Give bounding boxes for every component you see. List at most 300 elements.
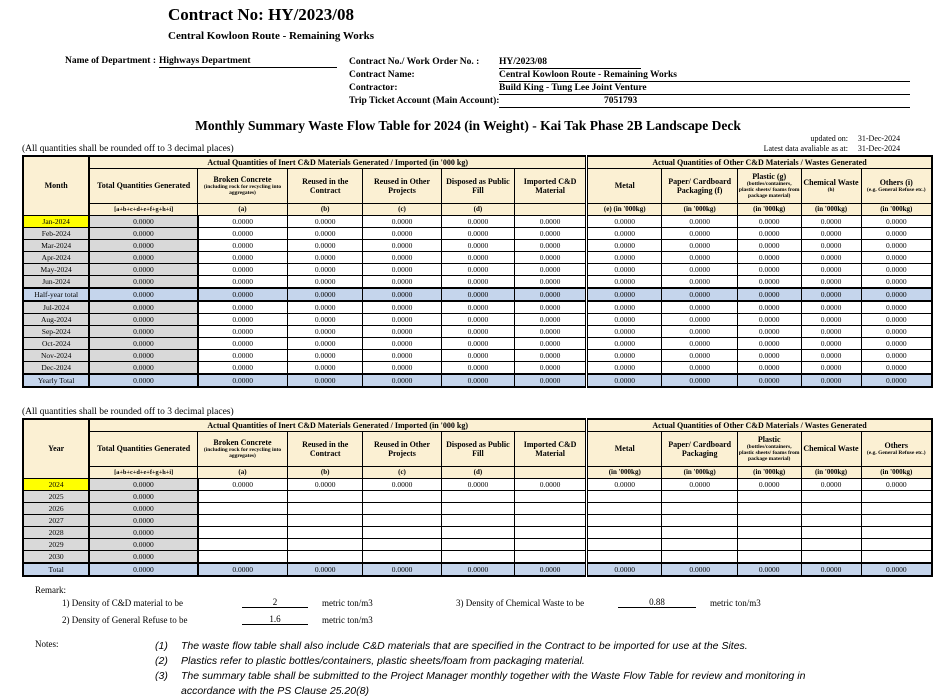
data-cell: 0.0000 xyxy=(287,227,362,239)
data-cell xyxy=(801,502,861,514)
year-row xyxy=(23,526,932,538)
remark-item2-text: 2) Density of General Refuse to be xyxy=(62,614,188,625)
inert-group-header: Actual Quantities of Inert C&D Materials Generated / Imported (in '000 kg) xyxy=(89,419,586,432)
data-cell: 0.0000 xyxy=(89,325,197,337)
column-header: Reused in Other Projects xyxy=(363,168,441,203)
data-cell: 0.0000 xyxy=(737,313,801,325)
row-label: 2030 xyxy=(23,550,89,563)
data-cell: 0.0000 xyxy=(363,275,441,288)
data-cell: 0.0000 xyxy=(662,263,737,275)
data-cell: 0.0000 xyxy=(737,349,801,361)
data-cell: 0.0000 xyxy=(89,263,197,275)
row-label: Dec-2024 xyxy=(23,361,89,374)
data-cell: 0.0000 xyxy=(287,325,362,337)
data-cell: 0.0000 xyxy=(363,288,441,301)
yearly-waste-flow-table xyxy=(22,418,933,577)
data-cell xyxy=(801,550,861,563)
notes-label: Notes: xyxy=(35,638,59,649)
pre-table-line-1 xyxy=(22,144,910,154)
data-cell: 0.0000 xyxy=(363,325,441,337)
data-cell: 0.0000 xyxy=(441,374,515,387)
data-cell: 0.0000 xyxy=(441,251,515,263)
data-cell xyxy=(861,538,932,550)
column-subheader: (in '000kg) xyxy=(801,203,861,215)
note-text: Plastics refer to plastic bottles/containers, plastic sheets/foam from packaging material. xyxy=(181,654,585,667)
data-cell: 0.0000 xyxy=(801,301,861,314)
column-subheader: (b) xyxy=(287,203,362,215)
data-cell: 0.0000 xyxy=(801,337,861,349)
data-cell xyxy=(662,514,737,526)
column-subheader: [a+b+c+d+e+f+g+h+i] xyxy=(89,466,197,478)
data-cell: 0.0000 xyxy=(801,251,861,263)
column-subheader: (in '000kg) xyxy=(861,466,932,478)
department-label: Name of Department : xyxy=(65,55,157,66)
data-cell xyxy=(587,502,662,514)
month-row xyxy=(23,313,932,325)
month-row xyxy=(23,301,932,314)
data-cell: 0.0000 xyxy=(861,215,932,227)
column-header: Broken Concrete (including rock for recycling into aggregates) xyxy=(198,168,288,203)
column-header: Imported C&D Material xyxy=(515,431,587,466)
row-label: 2026 xyxy=(23,502,89,514)
column-subheader: (e) (in '000kg) xyxy=(587,203,662,215)
data-cell: 0.0000 xyxy=(198,263,288,275)
data-cell: 0.0000 xyxy=(861,313,932,325)
contractor-value: Build King - Tung Lee Joint Venture xyxy=(499,82,910,95)
data-cell: 0.0000 xyxy=(89,239,197,251)
pre-table-line-2 xyxy=(22,407,910,417)
data-cell: 0.0000 xyxy=(515,374,587,387)
data-cell: 0.0000 xyxy=(89,563,197,576)
data-cell: 0.0000 xyxy=(287,239,362,251)
data-cell: 0.0000 xyxy=(801,478,861,490)
column-subheader: (d) xyxy=(441,203,515,215)
data-cell xyxy=(441,550,515,563)
data-cell: 0.0000 xyxy=(587,361,662,374)
data-cell: 0.0000 xyxy=(89,502,197,514)
contract-name-value: Central Kowloon Route - Remaining Works xyxy=(499,69,910,82)
remark-item3-unit: metric ton/m3 xyxy=(710,597,761,608)
data-cell: 0.0000 xyxy=(587,313,662,325)
data-cell xyxy=(441,514,515,526)
data-cell xyxy=(198,526,288,538)
data-cell: 0.0000 xyxy=(801,263,861,275)
data-cell: 0.0000 xyxy=(662,275,737,288)
remark-item2-unit: metric ton/m3 xyxy=(322,614,373,625)
data-cell: 0.0000 xyxy=(363,361,441,374)
data-cell: 0.0000 xyxy=(801,563,861,576)
data-cell xyxy=(441,526,515,538)
data-cell: 0.0000 xyxy=(441,313,515,325)
data-cell: 0.0000 xyxy=(198,374,288,387)
data-cell: 0.0000 xyxy=(587,478,662,490)
column-subheader xyxy=(515,466,587,478)
data-cell: 0.0000 xyxy=(515,275,587,288)
data-cell: 0.0000 xyxy=(441,301,515,314)
data-cell: 0.0000 xyxy=(89,275,197,288)
remark-label: Remark: xyxy=(35,584,66,595)
data-cell: 0.0000 xyxy=(737,374,801,387)
data-cell: 0.0000 xyxy=(861,227,932,239)
data-cell: 0.0000 xyxy=(89,374,197,387)
data-cell xyxy=(515,550,587,563)
data-cell: 0.0000 xyxy=(861,563,932,576)
column-header: Total Quantities Generated xyxy=(89,168,197,203)
column-subheader: (c) xyxy=(363,203,441,215)
year-row xyxy=(23,478,932,490)
column-header: Imported C&D Material xyxy=(515,168,587,203)
data-cell xyxy=(662,538,737,550)
row-label: Total xyxy=(23,563,89,576)
corner-header: Month xyxy=(23,156,89,216)
data-cell: 0.0000 xyxy=(198,349,288,361)
data-cell: 0.0000 xyxy=(662,478,737,490)
month-row xyxy=(23,239,932,251)
data-cell: 0.0000 xyxy=(515,313,587,325)
column-header: Reused in Other Projects xyxy=(363,431,441,466)
year-row xyxy=(23,502,932,514)
updated-on-label: updated on: xyxy=(810,133,848,143)
month-row xyxy=(23,374,932,387)
column-header: Plastic (g) (bottles/containers, plastic sheets/ foams from package material) xyxy=(737,168,801,203)
data-cell xyxy=(363,502,441,514)
data-cell: 0.0000 xyxy=(198,337,288,349)
data-cell: 0.0000 xyxy=(737,251,801,263)
column-header: Reused in the Contract xyxy=(287,168,362,203)
data-cell: 0.0000 xyxy=(441,563,515,576)
month-row xyxy=(23,251,932,263)
contract-detail-rows xyxy=(349,56,910,108)
data-cell: 0.0000 xyxy=(89,313,197,325)
data-cell: 0.0000 xyxy=(287,478,362,490)
data-cell xyxy=(861,526,932,538)
data-cell: 0.0000 xyxy=(737,325,801,337)
data-cell: 0.0000 xyxy=(198,288,288,301)
data-cell: 0.0000 xyxy=(287,361,362,374)
contract-no-row xyxy=(349,56,910,69)
data-cell: 0.0000 xyxy=(801,313,861,325)
data-cell: 0.0000 xyxy=(587,263,662,275)
data-cell: 0.0000 xyxy=(287,288,362,301)
data-cell xyxy=(515,490,587,502)
department-row xyxy=(65,56,337,108)
data-cell xyxy=(441,490,515,502)
data-cell: 0.0000 xyxy=(515,263,587,275)
data-cell: 0.0000 xyxy=(89,538,197,550)
data-cell: 0.0000 xyxy=(363,374,441,387)
data-cell: 0.0000 xyxy=(801,275,861,288)
column-header: Metal xyxy=(587,168,662,203)
data-cell xyxy=(363,538,441,550)
data-cell: 0.0000 xyxy=(89,361,197,374)
notes-items xyxy=(155,639,815,700)
column-header: Broken Concrete (including rock for recycling into aggregates) xyxy=(198,431,288,466)
data-cell: 0.0000 xyxy=(441,288,515,301)
data-cell: 0.0000 xyxy=(89,349,197,361)
data-cell: 0.0000 xyxy=(662,301,737,314)
data-cell xyxy=(801,514,861,526)
data-cell: 0.0000 xyxy=(801,349,861,361)
row-label: May-2024 xyxy=(23,263,89,275)
data-cell: 0.0000 xyxy=(198,251,288,263)
data-cell: 0.0000 xyxy=(515,563,587,576)
month-row xyxy=(23,288,932,301)
data-cell: 0.0000 xyxy=(861,301,932,314)
month-row xyxy=(23,337,932,349)
data-cell: 0.0000 xyxy=(861,239,932,251)
data-cell: 0.0000 xyxy=(587,301,662,314)
column-header: Reused in the Contract xyxy=(287,431,362,466)
other-group-header: Actual Quantities of Other C&D Materials / Wastes Generated xyxy=(587,156,932,169)
data-cell xyxy=(662,526,737,538)
data-cell: 0.0000 xyxy=(287,563,362,576)
data-cell xyxy=(287,550,362,563)
data-cell: 0.0000 xyxy=(861,275,932,288)
data-cell xyxy=(737,526,801,538)
data-cell xyxy=(515,502,587,514)
data-cell: 0.0000 xyxy=(89,215,197,227)
notes-block xyxy=(35,639,910,700)
data-cell: 0.0000 xyxy=(737,275,801,288)
data-cell: 0.0000 xyxy=(587,227,662,239)
data-cell xyxy=(861,490,932,502)
data-cell xyxy=(587,490,662,502)
data-cell: 0.0000 xyxy=(515,239,587,251)
year-row xyxy=(23,490,932,502)
data-cell xyxy=(287,514,362,526)
data-cell: 0.0000 xyxy=(198,325,288,337)
data-cell xyxy=(363,550,441,563)
data-cell: 0.0000 xyxy=(89,478,197,490)
data-cell xyxy=(861,550,932,563)
data-cell: 0.0000 xyxy=(287,301,362,314)
rounding-note-2: (All quantities shall be rounded off to 3 decimal places) xyxy=(22,406,234,417)
contract-subtitle: Central Kowloon Route - Remaining Works xyxy=(168,29,375,42)
month-row xyxy=(23,325,932,337)
data-cell: 0.0000 xyxy=(441,275,515,288)
row-label: Yearly Total xyxy=(23,374,89,387)
data-cell: 0.0000 xyxy=(287,251,362,263)
data-cell: 0.0000 xyxy=(737,288,801,301)
data-cell: 0.0000 xyxy=(861,263,932,275)
data-cell: 0.0000 xyxy=(515,349,587,361)
data-cell: 0.0000 xyxy=(587,275,662,288)
row-label: Sep-2024 xyxy=(23,325,89,337)
data-cell: 0.0000 xyxy=(515,361,587,374)
data-cell xyxy=(287,502,362,514)
document-header xyxy=(168,6,936,42)
data-cell xyxy=(587,538,662,550)
column-header: Metal xyxy=(587,431,662,466)
column-header-desc: (e.g. General Refuse etc.) xyxy=(866,187,926,194)
monthly-waste-flow-table xyxy=(22,155,933,388)
remark-item1-unit: metric ton/m3 xyxy=(322,597,373,608)
department-value: Highways Department xyxy=(159,56,337,68)
column-subheader xyxy=(515,203,587,215)
data-cell: 0.0000 xyxy=(801,361,861,374)
updated-on-line xyxy=(0,134,910,143)
data-cell: 0.0000 xyxy=(801,288,861,301)
data-cell: 0.0000 xyxy=(587,374,662,387)
data-cell: 0.0000 xyxy=(515,215,587,227)
data-cell: 0.0000 xyxy=(89,251,197,263)
data-cell xyxy=(441,502,515,514)
remark-item3-value: 0.88 xyxy=(618,597,696,608)
data-cell: 0.0000 xyxy=(441,263,515,275)
data-cell xyxy=(363,526,441,538)
data-cell: 0.0000 xyxy=(587,563,662,576)
remark-grid xyxy=(62,597,936,625)
column-subheader: (a) xyxy=(198,203,288,215)
data-cell xyxy=(737,514,801,526)
data-cell: 0.0000 xyxy=(363,563,441,576)
data-cell: 0.0000 xyxy=(287,374,362,387)
corner-header: Year xyxy=(23,419,89,479)
data-cell xyxy=(662,550,737,563)
data-cell: 0.0000 xyxy=(662,251,737,263)
note-item xyxy=(155,654,815,669)
data-cell: 0.0000 xyxy=(861,251,932,263)
contractor-label: Contractor: xyxy=(349,82,398,93)
data-cell: 0.0000 xyxy=(737,337,801,349)
data-cell xyxy=(801,526,861,538)
data-cell: 0.0000 xyxy=(198,301,288,314)
data-cell xyxy=(801,490,861,502)
data-cell: 0.0000 xyxy=(89,301,197,314)
data-cell xyxy=(587,550,662,563)
column-header-desc: (bottles/containers, plastic sheets/ foams from package material) xyxy=(738,444,800,463)
month-row xyxy=(23,263,932,275)
data-cell: 0.0000 xyxy=(515,325,587,337)
column-header-desc: (including rock for recycling into aggregates) xyxy=(203,447,282,460)
data-cell xyxy=(287,538,362,550)
data-cell: 0.0000 xyxy=(287,313,362,325)
data-cell: 0.0000 xyxy=(515,227,587,239)
data-cell: 0.0000 xyxy=(441,215,515,227)
data-cell: 0.0000 xyxy=(441,239,515,251)
column-subheader: (in '000kg) xyxy=(737,466,801,478)
column-subheader: (in '000kg) xyxy=(587,466,662,478)
data-cell: 0.0000 xyxy=(89,227,197,239)
data-cell xyxy=(662,502,737,514)
column-header: Paper/ Cardboard Packaging (f) xyxy=(662,168,737,203)
data-cell xyxy=(515,538,587,550)
data-cell: 0.0000 xyxy=(662,325,737,337)
year-row xyxy=(23,514,932,526)
data-cell xyxy=(363,490,441,502)
data-cell xyxy=(198,550,288,563)
column-header: Chemical Waste xyxy=(801,431,861,466)
data-cell xyxy=(515,526,587,538)
column-header: Others (i) (e.g. General Refuse etc.) xyxy=(861,168,932,203)
data-cell xyxy=(861,514,932,526)
note-number: (1) xyxy=(155,639,168,652)
data-cell: 0.0000 xyxy=(662,349,737,361)
data-cell: 0.0000 xyxy=(861,288,932,301)
data-cell: 0.0000 xyxy=(737,361,801,374)
data-cell: 0.0000 xyxy=(198,239,288,251)
month-row xyxy=(23,349,932,361)
data-cell: 0.0000 xyxy=(363,301,441,314)
year-row xyxy=(23,550,932,563)
column-header: Others (e.g. General Refuse etc.) xyxy=(861,431,932,466)
data-cell: 0.0000 xyxy=(587,325,662,337)
waste-flow-summary-page xyxy=(0,5,936,698)
data-cell: 0.0000 xyxy=(287,337,362,349)
data-cell: 0.0000 xyxy=(441,478,515,490)
data-cell: 0.0000 xyxy=(441,349,515,361)
data-cell: 0.0000 xyxy=(861,349,932,361)
data-cell: 0.0000 xyxy=(861,325,932,337)
column-header: Disposed as Public Fill xyxy=(441,168,515,203)
data-cell xyxy=(363,514,441,526)
data-cell: 0.0000 xyxy=(662,215,737,227)
data-cell: 0.0000 xyxy=(89,490,197,502)
data-cell: 0.0000 xyxy=(515,478,587,490)
column-header: Plastic (bottles/containers, plastic sheets/ foams from package material) xyxy=(737,431,801,466)
contract-info-form xyxy=(65,56,910,108)
data-cell: 0.0000 xyxy=(363,263,441,275)
column-header-desc: (including rock for recycling into aggregates) xyxy=(203,184,282,197)
row-label: 2028 xyxy=(23,526,89,538)
data-cell: 0.0000 xyxy=(801,227,861,239)
data-cell: 0.0000 xyxy=(801,239,861,251)
month-row xyxy=(23,215,932,227)
note-item xyxy=(155,669,815,699)
row-label: Half-year total xyxy=(23,288,89,301)
data-cell: 0.0000 xyxy=(662,374,737,387)
data-cell: 0.0000 xyxy=(861,374,932,387)
data-cell: 0.0000 xyxy=(801,325,861,337)
month-row xyxy=(23,361,932,374)
data-cell xyxy=(287,490,362,502)
data-cell xyxy=(587,526,662,538)
data-cell: 0.0000 xyxy=(89,514,197,526)
data-cell: 0.0000 xyxy=(363,337,441,349)
contract-no-value: HY/2023/08 xyxy=(499,56,641,69)
data-cell: 0.0000 xyxy=(662,361,737,374)
row-label: 2027 xyxy=(23,514,89,526)
note-text: The waste flow table shall also include C&D materials that are specified in the Contract to be imported for use at the Sites. xyxy=(181,639,748,652)
data-cell: 0.0000 xyxy=(89,550,197,563)
data-cell: 0.0000 xyxy=(198,215,288,227)
data-cell: 0.0000 xyxy=(737,263,801,275)
row-label: Nov-2024 xyxy=(23,349,89,361)
data-cell xyxy=(861,502,932,514)
column-subheader: [a+b+c+d+e+f+g+h+i] xyxy=(89,203,197,215)
data-cell: 0.0000 xyxy=(515,301,587,314)
data-cell: 0.0000 xyxy=(662,227,737,239)
data-cell: 0.0000 xyxy=(587,337,662,349)
data-cell: 0.0000 xyxy=(363,313,441,325)
data-cell: 0.0000 xyxy=(801,374,861,387)
column-subheader: (in '000kg) xyxy=(861,203,932,215)
data-cell: 0.0000 xyxy=(441,337,515,349)
data-cell: 0.0000 xyxy=(198,563,288,576)
note-item xyxy=(155,639,815,654)
row-label: Apr-2024 xyxy=(23,251,89,263)
column-subheader: (a) xyxy=(198,466,288,478)
data-cell xyxy=(662,490,737,502)
data-cell: 0.0000 xyxy=(363,215,441,227)
data-cell xyxy=(198,502,288,514)
remark-item3-text: 3) Density of Chemical Waste to be xyxy=(456,597,585,608)
latest-data-value: 31-Dec-2024 xyxy=(857,143,901,153)
row-label: Feb-2024 xyxy=(23,227,89,239)
year-row xyxy=(23,563,932,576)
data-cell xyxy=(737,490,801,502)
data-cell: 0.0000 xyxy=(515,251,587,263)
